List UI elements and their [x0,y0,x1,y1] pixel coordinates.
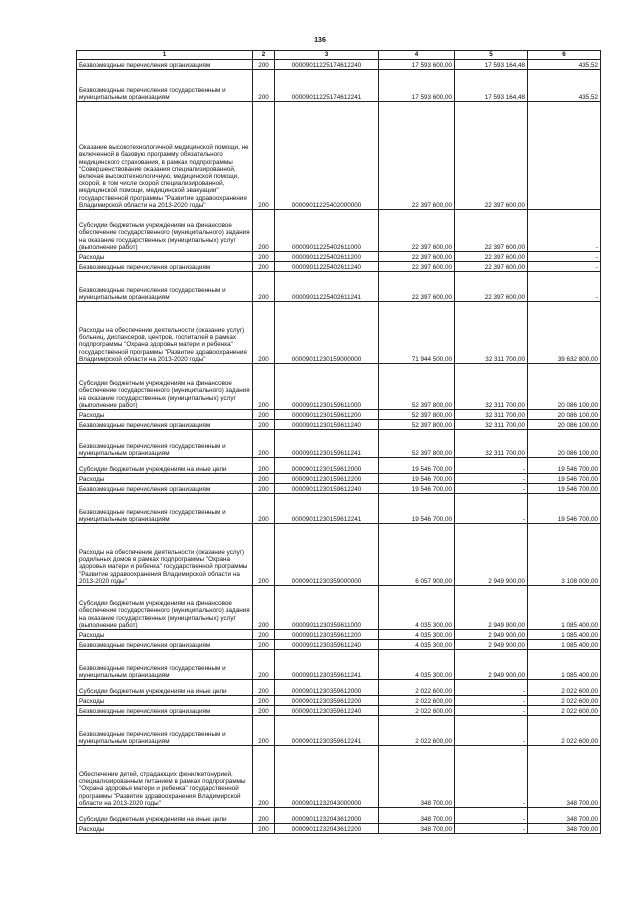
row-value-plan: 2 022 600,00 [379,716,455,746]
row-value-remaining: 2 022 600,00 [528,680,601,696]
table-row [77,252,601,262]
row-value-remaining: 2 022 600,00 [528,696,601,706]
row-code: 00009011230359000000 [275,524,379,586]
row-value-plan: 348 700,00 [379,746,455,808]
row-value-executed: 17 593 164,48 [455,70,528,102]
row-value-remaining: 2 022 600,00 [528,716,601,746]
row-section: 200 [253,706,275,716]
row-code: 00009011225402611200 [275,252,379,262]
row-value-plan: 17 593 600,00 [379,70,455,102]
row-value-executed: 2 949 900,00 [455,640,528,650]
row-name: Расходы [77,696,253,706]
row-value-executed: 2 949 900,00 [455,586,528,630]
row-name: Расходы [77,630,253,640]
row-code: 00009011230159612240 [275,484,379,494]
row-value-remaining: 19 546 700,00 [528,494,601,524]
row-name: Расходы на обеспечение деятельности (оказание услуг) больниц, диспансеров, центров, госпиталей в рамках подпрограммы "Охрана здоровья матери и ребенка" государственной программы "Развитие здравоохранения Владимирской области на 2013-2020 годы" [77,302,253,364]
table-row [77,696,601,706]
row-value-executed: - [455,808,528,824]
row-code: 00009011230159611241 [275,430,379,458]
table-row [77,364,601,410]
row-value-executed: 22 397 600,00 [455,210,528,252]
table-row [77,70,601,102]
row-code: 00009011232043000000 [275,746,379,808]
row-section: 200 [253,252,275,262]
table-row [77,650,601,680]
row-section: 200 [253,102,275,210]
table-row [77,824,601,834]
row-value-remaining: 39 632 800,00 [528,302,601,364]
row-value-executed: - [455,706,528,716]
row-value-executed: - [455,746,528,808]
row-value-remaining: 2 022 600,00 [528,706,601,716]
row-name: Субсидии бюджетным учреждениям на финансовое обеспечение государственного (муниципального) задания на оказание государственных (муниципальных) услуг (выполнение работ) [77,364,253,410]
row-code: 00009011230159611200 [275,410,379,420]
header-col-3: 3 [275,51,379,60]
row-value-remaining [528,102,601,210]
row-value-executed: - [455,474,528,484]
row-code: 00009011230159612200 [275,474,379,484]
table-row [77,420,601,430]
row-section: 200 [253,808,275,824]
row-code: 00009011225402611241 [275,272,379,302]
table-row [77,808,601,824]
row-code: 00009011230159000000 [275,302,379,364]
row-value-executed: - [455,484,528,494]
row-value-plan: 348 700,00 [379,824,455,834]
row-code: 00009011225402000000 [275,102,379,210]
row-value-remaining: - [528,272,601,302]
row-section: 200 [253,430,275,458]
row-value-plan: 4 035 300,00 [379,586,455,630]
row-value-remaining: 19 546 700,00 [528,458,601,474]
table-row [77,474,601,484]
row-name: Безвозмездные перечисления организациям [77,484,253,494]
row-value-plan: 4 035 300,00 [379,640,455,650]
table-row [77,302,601,364]
row-value-remaining: 435,52 [528,60,601,70]
row-name: Субсидии бюджетным учреждениям на финансовое обеспечение государственного (муниципального) задания на оказание государственных (муниципальных) услуг (выполнение работ) [77,586,253,630]
row-value-plan: 22 397 600,00 [379,252,455,262]
row-value-plan: 52 397 800,00 [379,364,455,410]
table-row [77,484,601,494]
row-value-remaining: 20 086 100,00 [528,430,601,458]
row-value-plan: 52 397 800,00 [379,430,455,458]
row-value-remaining: - [528,262,601,272]
row-value-plan: 17 593 600,00 [379,60,455,70]
table-row [77,640,601,650]
row-code: 00009011230159611000 [275,364,379,410]
budget-table [76,50,601,834]
row-value-plan: 19 546 700,00 [379,494,455,524]
row-value-executed: 22 397 600,00 [455,272,528,302]
row-name: Оказание высокотехнологичной медицинской помощи, не включенной в базовую программу обязательного медицинского страхования, в рамках подпрограммы "Совершенствование оказания специализированной, включая высокотехнологичную, медицинской помощи, скорой, в том числе скорой специализированной, медицинской помощи, медицинской эвакуации" государственной программы "Развитие здравоохранения Владимирской области на 2013-2020 годы" [77,102,253,210]
row-value-remaining: - [528,252,601,262]
row-name: Субсидии бюджетным учреждениям на иные цели [77,458,253,474]
row-value-plan: 22 397 600,00 [379,262,455,272]
row-value-remaining: 348 700,00 [528,808,601,824]
row-section: 200 [253,824,275,834]
row-value-remaining: 20 086 100,00 [528,420,601,430]
table-row [77,410,601,420]
row-name: Расходы на обеспечение деятельности (оказание услуг) родильных домов в рамках подпрограммы "Охрана здоровья матери и ребенка" государственной программы "Развитие здравоохранения Владимирской области на 2013-2020 годы" [77,524,253,586]
row-value-plan: 52 397 800,00 [379,420,455,430]
row-name: Безвозмездные перечисления государственным и муниципальным организациям [77,430,253,458]
row-value-remaining: - [528,210,601,252]
row-code: 00009011230159612241 [275,494,379,524]
row-value-executed: 2 949 900,00 [455,650,528,680]
row-value-executed: - [455,716,528,746]
row-value-plan: 348 700,00 [379,808,455,824]
row-section: 200 [253,484,275,494]
row-value-executed: 22 397 600,00 [455,262,528,272]
table-row [77,60,601,70]
row-code: 00009011225174612241 [275,70,379,102]
table-row [77,630,601,640]
row-value-plan: 4 035 300,00 [379,650,455,680]
row-code: 00009011230359611200 [275,630,379,640]
row-value-plan: 19 546 700,00 [379,484,455,494]
table-row [77,458,601,474]
row-name: Безвозмездные перечисления государственным и муниципальным организациям [77,650,253,680]
row-name: Расходы [77,410,253,420]
row-section: 200 [253,474,275,484]
row-section: 200 [253,60,275,70]
row-value-remaining: 20 086 100,00 [528,364,601,410]
row-value-executed: 32 311 700,00 [455,302,528,364]
page-number: 136 [314,37,326,44]
row-value-remaining: 19 546 700,00 [528,474,601,484]
header-col-6: 6 [528,51,601,60]
row-code: 00009011232043612000 [275,808,379,824]
row-value-remaining: 348 700,00 [528,746,601,808]
row-value-executed: 2 949 900,00 [455,524,528,586]
row-name: Безвозмездные перечисления государственным и муниципальным организациям [77,272,253,302]
row-value-plan: 52 397 800,00 [379,410,455,420]
row-value-executed: 2 949 900,00 [455,630,528,640]
row-name: Обеспечение детей, страдающих фенилкетонурией, специализированным питанием в рамках подпрограммы "Охрана здоровья матери и ребенка" государственной программы "Развитие здравоохранения Владимирской области на 2013-2020 годы" [77,746,253,808]
row-code: 00009011225402611240 [275,262,379,272]
row-value-executed: 32 311 700,00 [455,364,528,410]
row-code: 00009011230359611240 [275,640,379,650]
row-section: 200 [253,640,275,650]
row-value-executed: - [455,458,528,474]
table-row [77,746,601,808]
row-value-remaining: 19 546 700,00 [528,484,601,494]
row-value-executed: 22 397 600,00 [455,102,528,210]
row-name: Безвозмездные перечисления организациям [77,420,253,430]
row-section: 200 [253,524,275,586]
row-name: Безвозмездные перечисления организациям [77,60,253,70]
table-row [77,262,601,272]
row-name: Расходы [77,252,253,262]
header-col-1: 1 [77,51,253,60]
row-value-plan: 2 022 600,00 [379,680,455,696]
row-section: 200 [253,272,275,302]
row-name: Безвозмездные перечисления государственным и муниципальным организациям [77,70,253,102]
row-name: Безвозмездные перечисления организациям [77,640,253,650]
row-value-executed: - [455,494,528,524]
row-name: Субсидии бюджетным учреждениям на иные цели [77,808,253,824]
row-code: 00009011225402611000 [275,210,379,252]
row-value-remaining: 3 108 000,00 [528,524,601,586]
row-value-remaining: 435,52 [528,70,601,102]
row-code: 00009011225174612240 [275,60,379,70]
row-value-plan: 6 057 900,00 [379,524,455,586]
row-value-remaining: 348 700,00 [528,824,601,834]
row-value-executed: 17 593 164,48 [455,60,528,70]
table-row [77,716,601,746]
row-value-remaining: 1 085 400,00 [528,630,601,640]
header-col-4: 4 [379,51,455,60]
row-code: 00009011230159612000 [275,458,379,474]
row-section: 200 [253,746,275,808]
row-value-executed: 22 397 600,00 [455,252,528,262]
row-name: Субсидии бюджетным учреждениям на финансовое обеспечение государственного (муниципального) задания на оказание государственных (муниципальных) услуг (выполнение работ) [77,210,253,252]
row-name: Безвозмездные перечисления организациям [77,262,253,272]
row-value-executed: - [455,680,528,696]
table-row [77,494,601,524]
table-row [77,430,601,458]
row-value-plan: 19 546 700,00 [379,458,455,474]
header-col-2: 2 [253,51,275,60]
row-section: 200 [253,364,275,410]
table-header-row [77,51,601,60]
row-code: 00009011230359612000 [275,680,379,696]
row-section: 200 [253,696,275,706]
row-section: 200 [253,262,275,272]
table-row [77,102,601,210]
row-name: Безвозмездные перечисления государственным и муниципальным организациям [77,716,253,746]
row-code: 00009011230359612241 [275,716,379,746]
row-value-executed: 32 311 700,00 [455,430,528,458]
table-row [77,680,601,696]
row-code: 00009011232043612200 [275,824,379,834]
row-value-remaining: 1 085 400,00 [528,640,601,650]
row-code: 00009011230159611240 [275,420,379,430]
table-row [77,706,601,716]
row-value-plan: 22 397 600,00 [379,210,455,252]
row-section: 200 [253,70,275,102]
table-row [77,524,601,586]
row-section: 200 [253,210,275,252]
row-name: Расходы [77,474,253,484]
row-section: 200 [253,716,275,746]
row-section: 200 [253,586,275,630]
row-value-remaining: 1 085 400,00 [528,586,601,630]
row-code: 00009011230359612240 [275,706,379,716]
row-value-executed: 32 311 700,00 [455,410,528,420]
row-code: 00009011230359611241 [275,650,379,680]
row-value-plan: 71 944 500,00 [379,302,455,364]
row-value-plan: 22 397 600,00 [379,102,455,210]
row-code: 00009011230359611000 [275,586,379,630]
row-section: 200 [253,650,275,680]
row-value-remaining: 1 085 400,00 [528,650,601,680]
row-value-plan: 22 397 600,00 [379,272,455,302]
row-value-remaining: 20 086 100,00 [528,410,601,420]
row-name: Расходы [77,824,253,834]
row-name: Безвозмездные перечисления государственным и муниципальным организациям [77,494,253,524]
table-row [77,586,601,630]
table-row [77,272,601,302]
row-code: 00009011230359612200 [275,696,379,706]
row-name: Безвозмездные перечисления организациям [77,706,253,716]
table-row [77,210,601,252]
row-value-plan: 19 546 700,00 [379,474,455,484]
row-section: 200 [253,302,275,364]
row-name: Субсидии бюджетным учреждениям на иные цели [77,680,253,696]
row-value-executed: - [455,696,528,706]
row-value-executed: - [455,824,528,834]
row-section: 200 [253,458,275,474]
row-value-plan: 2 022 600,00 [379,696,455,706]
row-value-executed: 32 311 700,00 [455,420,528,430]
row-value-plan: 2 022 600,00 [379,706,455,716]
row-section: 200 [253,680,275,696]
row-value-plan: 4 035 300,00 [379,630,455,640]
row-section: 200 [253,420,275,430]
row-section: 200 [253,410,275,420]
header-col-5: 5 [455,51,528,60]
row-section: 200 [253,494,275,524]
row-section: 200 [253,630,275,640]
